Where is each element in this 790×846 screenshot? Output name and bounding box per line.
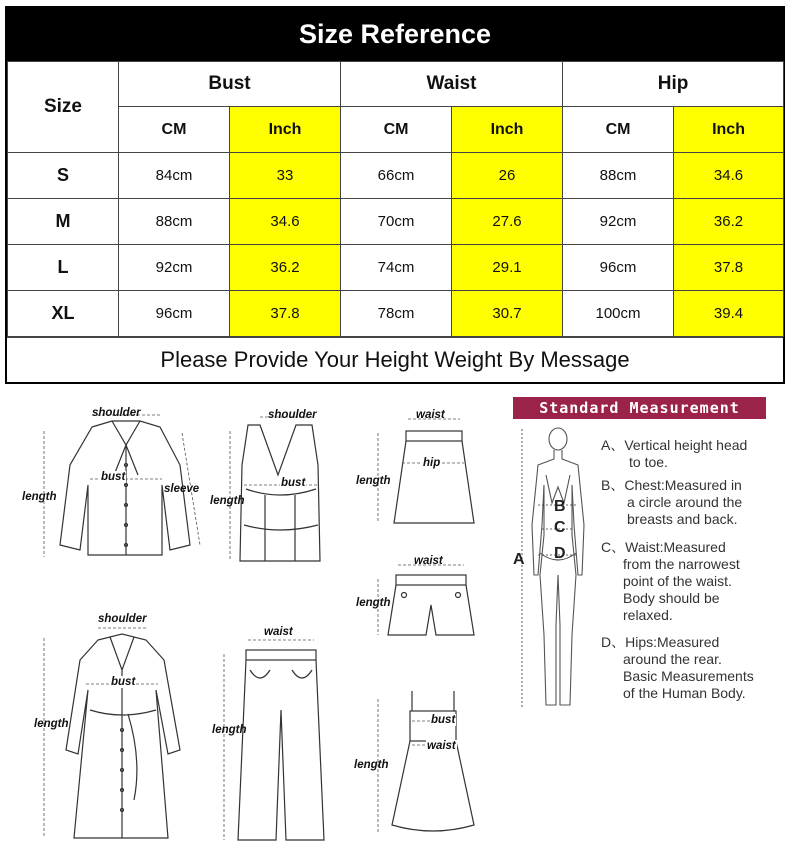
table-row xyxy=(8,199,784,245)
measure-line: a circle around the xyxy=(627,494,743,510)
dress-diagram xyxy=(354,685,478,840)
dim-label: bust xyxy=(281,477,306,489)
table-cell: 37.8 xyxy=(230,291,341,337)
table-cell: 78cm xyxy=(341,291,452,337)
measure-line: breasts and back. xyxy=(627,511,738,527)
dim-label: length xyxy=(354,759,389,771)
figure-letter-d: D xyxy=(554,545,566,562)
measure-item-b xyxy=(601,477,742,528)
group-header-bust: Bust xyxy=(119,62,341,107)
measure-key: A、 xyxy=(601,437,625,453)
pants-diagram xyxy=(210,620,340,845)
dim-label: hip xyxy=(423,457,441,469)
figure-letter-c: C xyxy=(554,519,566,536)
measure-line: Body should be xyxy=(623,590,720,606)
dim-label: waist xyxy=(414,555,443,567)
unit-header: Inch xyxy=(452,107,563,153)
figure-letter-b: B xyxy=(554,498,566,515)
table-cell: 96cm xyxy=(563,245,674,291)
measure-item-c xyxy=(601,539,740,624)
table-row xyxy=(8,245,784,291)
dim-label: length xyxy=(34,718,69,730)
shorts-diagram xyxy=(356,553,478,643)
measure-key: B、 xyxy=(601,477,625,493)
table-cell: 27.6 xyxy=(452,199,563,245)
unit-header: CM xyxy=(119,107,230,153)
unit-header: Inch xyxy=(230,107,341,153)
size-grid xyxy=(7,61,784,337)
size-label: S xyxy=(8,153,119,199)
table-row xyxy=(8,291,784,337)
dim-label: length xyxy=(356,597,391,609)
coat-diagram xyxy=(30,610,200,840)
measure-line: of the Human Body. xyxy=(623,685,746,701)
measure-line: point of the waist. xyxy=(623,573,732,589)
table-cell: 96cm xyxy=(119,291,230,337)
table-cell: 39.4 xyxy=(674,291,784,337)
dim-label: bust xyxy=(101,471,126,483)
tank-diagram xyxy=(210,405,350,565)
table-title: Size Reference xyxy=(7,8,783,61)
measure-item-d xyxy=(601,634,754,702)
dim-label: shoulder xyxy=(268,409,317,421)
skirt-sketch-icon xyxy=(368,405,478,535)
unit-header: Inch xyxy=(674,107,784,153)
unit-header: CM xyxy=(563,107,674,153)
table-cell: 30.7 xyxy=(452,291,563,337)
dim-label: waist xyxy=(427,740,456,752)
table-cell: 92cm xyxy=(119,245,230,291)
dim-label: waist xyxy=(416,409,445,421)
table-cell: 36.2 xyxy=(674,199,784,245)
measure-key: D、 xyxy=(601,634,626,650)
size-reference-table xyxy=(5,6,785,384)
table-cell: 92cm xyxy=(563,199,674,245)
standard-measurement-header: Standard Measurement xyxy=(513,397,766,419)
unit-header: CM xyxy=(341,107,452,153)
measure-line: Chest:Measured in xyxy=(624,477,742,493)
size-label: XL xyxy=(8,291,119,337)
message-note: Please Provide Your Height Weight By Message xyxy=(7,337,783,382)
table-cell: 34.6 xyxy=(674,153,784,199)
figure-letter-a: A xyxy=(513,551,525,568)
dim-label: length xyxy=(22,491,57,503)
table-cell: 66cm xyxy=(341,153,452,199)
measure-line: Waist:Measured xyxy=(625,539,726,555)
group-header-hip: Hip xyxy=(563,62,784,107)
human-body-icon xyxy=(512,425,607,715)
table-cell: 88cm xyxy=(119,199,230,245)
dim-label: sleeve xyxy=(164,483,200,495)
table-cell: 26 xyxy=(452,153,563,199)
dim-label: shoulder xyxy=(92,407,141,419)
table-cell: 36.2 xyxy=(230,245,341,291)
dim-label: waist xyxy=(264,626,293,638)
table-cell: 88cm xyxy=(563,153,674,199)
table-cell: 74cm xyxy=(341,245,452,291)
measure-line: to toe. xyxy=(629,454,668,470)
table-cell: 100cm xyxy=(563,291,674,337)
measure-key: C、 xyxy=(601,539,626,555)
table-cell: 70cm xyxy=(341,199,452,245)
table-row xyxy=(8,153,784,199)
dim-label: shoulder xyxy=(98,613,147,625)
table-cell: 37.8 xyxy=(674,245,784,291)
table-cell: 84cm xyxy=(119,153,230,199)
blouse-diagram xyxy=(22,405,220,565)
measure-line: around the rear. xyxy=(623,651,722,667)
measure-line: Hips:Measured xyxy=(625,634,720,650)
size-column-header: Size xyxy=(8,62,119,153)
table-cell: 33 xyxy=(230,153,341,199)
group-header-waist: Waist xyxy=(341,62,563,107)
dim-label: bust xyxy=(431,714,456,726)
body-figure xyxy=(512,425,607,715)
measure-line: from the narrowest xyxy=(623,556,740,572)
skirt-diagram xyxy=(356,405,478,535)
measure-line: Vertical height head xyxy=(624,437,748,453)
dim-label: length xyxy=(356,475,391,487)
size-label: M xyxy=(8,199,119,245)
size-label: L xyxy=(8,245,119,291)
measure-item-a xyxy=(601,437,747,471)
dim-label: bust xyxy=(111,676,136,688)
dim-label: length xyxy=(212,724,247,736)
table-cell: 34.6 xyxy=(230,199,341,245)
measure-line: Basic Measurements xyxy=(623,668,754,684)
measure-line: relaxed. xyxy=(623,607,673,623)
dim-label: length xyxy=(210,495,245,507)
table-cell: 29.1 xyxy=(452,245,563,291)
